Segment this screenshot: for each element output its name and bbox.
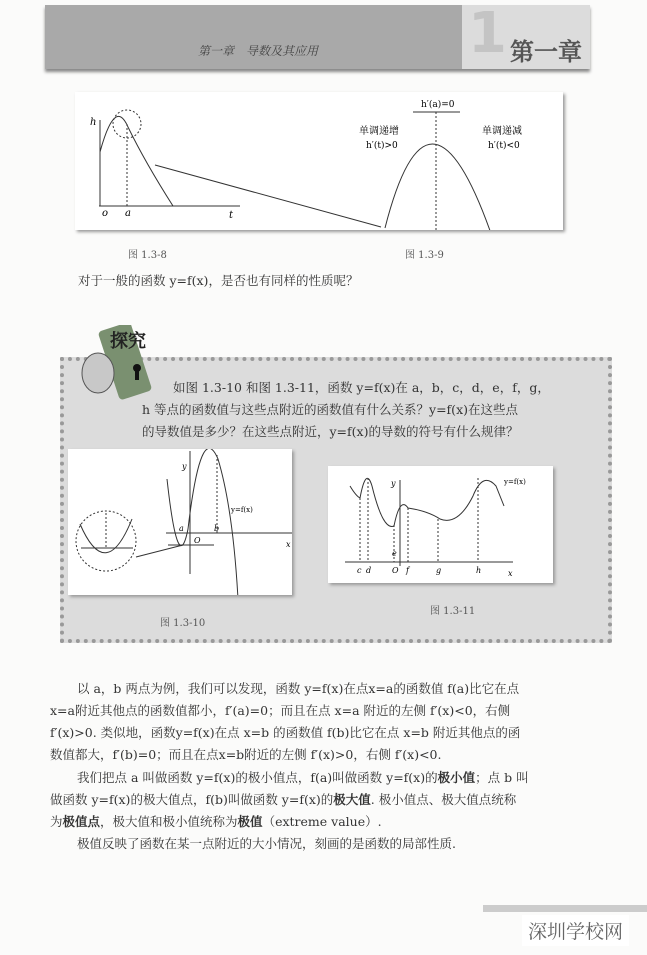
term-extreme-value: 极值: [237, 814, 263, 829]
text: 我们把点 a 叫做函数 y=f(x)的极小值点，f(a)叫做函数 y=f(x)的: [77, 770, 438, 785]
label-negative-derivative: h′(t)<0: [488, 141, 520, 151]
body-line-1: 以 a，b 两点为例，我们可以发现，函数 y=f(x)在点x=a的函数值 f(a)比它在点: [77, 681, 520, 696]
figure-1-3-8-9: [75, 92, 563, 230]
label-x: x: [286, 540, 291, 549]
label-d: d: [366, 566, 372, 575]
text: 做函数 y=f(x)的极大值点，f(b)叫做函数 y=f(x)的: [50, 792, 334, 807]
zoom-arrow: [136, 545, 183, 557]
watermark: 深圳学校网: [522, 915, 629, 946]
label-e: e: [392, 549, 397, 558]
graph-extrema-points: [328, 466, 553, 583]
text: ，极大值和极小值统称为: [100, 814, 238, 829]
label-function: y=f(x): [504, 478, 526, 486]
caption-fig-1-3-11: 图 1.3-11: [430, 606, 476, 617]
explore-key-icon: [80, 325, 160, 400]
body-line-6: [50, 789, 516, 811]
term-local-maximum: 极大值: [333, 792, 371, 807]
label-decreasing: 单调递减: [482, 126, 522, 137]
text: . 极小值点、极大值点统称: [370, 792, 517, 807]
question-text: 对于一般的函数 y=f(x)，是否也有同样的性质呢？: [78, 273, 359, 288]
zoom-arrow: [155, 165, 381, 227]
label-function: y=f(x): [231, 506, 253, 514]
body-line-3: f′(x)>0. 类似地，函数y=f(x)在点 x=b 的函数值 f(b)比它在点 x=b 附近其他点的函: [50, 725, 521, 740]
explore-line-3: 的导数值是多少？在这些点附近，y=f(x)的导数的符号有什么规律？: [142, 424, 519, 439]
body-line-5: [77, 767, 529, 789]
label-t: t: [229, 210, 234, 221]
label-o: O: [392, 566, 399, 575]
label-a: a: [125, 208, 131, 219]
label-a: a: [179, 524, 184, 533]
chapter-number: 1: [468, 1, 507, 66]
zoomed-curve: [385, 144, 495, 230]
caption-fig-1-3-8: 图 1.3-8: [128, 250, 167, 261]
running-title: 第一章 导数及其应用: [198, 44, 319, 58]
chapter-label: 第一章: [510, 38, 582, 66]
label-h: h: [90, 117, 97, 128]
label-positive-derivative: h′(t)>0: [366, 141, 398, 151]
body-line-4: 数值都大，f′(b)=0；而且在点x=b附近的左侧 f′(x)>0，右侧 f′(x)<0.: [50, 747, 442, 762]
body-line-7: [50, 811, 382, 833]
f-curve: [167, 449, 238, 595]
label-o: o: [102, 208, 109, 219]
caption-fig-1-3-10: 图 1.3-10: [160, 618, 206, 629]
explore-badge-text: 探究: [110, 331, 146, 352]
label-h: h: [476, 566, 482, 575]
term-local-minimum: 极小值: [437, 770, 476, 785]
text: ；点 b 叫: [475, 770, 529, 785]
label-derivative-zero: h′(a)=0: [421, 100, 455, 110]
label-c: c: [357, 566, 362, 575]
figure-1-3-11: [328, 466, 553, 583]
footer-bar: [483, 905, 647, 912]
text: 为: [50, 814, 63, 829]
caption-fig-1-3-9: 图 1.3-9: [405, 250, 444, 261]
label-b: b: [214, 524, 220, 533]
figure-1-3-10: [68, 449, 292, 595]
label-y: y: [182, 462, 187, 471]
explore-line-1: 如图 1.3-10 和图 1.3-11，函数 y=f(x)在 a，b，c，d，e，f，g，: [173, 380, 550, 395]
term-extreme-point: 极值点: [62, 814, 101, 829]
label-f: f: [406, 566, 409, 575]
height-time-graphs: [75, 92, 563, 230]
text: （extreme value）.: [262, 814, 382, 829]
f-curve: [350, 478, 504, 526]
graph-minimum-maximum: [68, 449, 292, 595]
label-x: x: [508, 569, 513, 578]
label-y: y: [391, 479, 396, 488]
label-g: g: [436, 566, 442, 575]
body-line-2: x=a附近其他点的函数值都小，f′(a)=0；而且在点 x=a 附近的左侧 f′(x)<0，右侧: [50, 703, 511, 718]
label-o: O: [194, 536, 201, 545]
trajectory-curve: [100, 116, 173, 206]
label-increasing: 单调递增: [359, 126, 399, 137]
explore-line-2: h 等点的函数值与这些点附近的函数值有什么关系？y=f(x)在这些点: [142, 402, 518, 417]
body-line-8: 极值反映了函数在某一点附近的大小情况，刻画的是函数的局部性质.: [77, 836, 456, 851]
